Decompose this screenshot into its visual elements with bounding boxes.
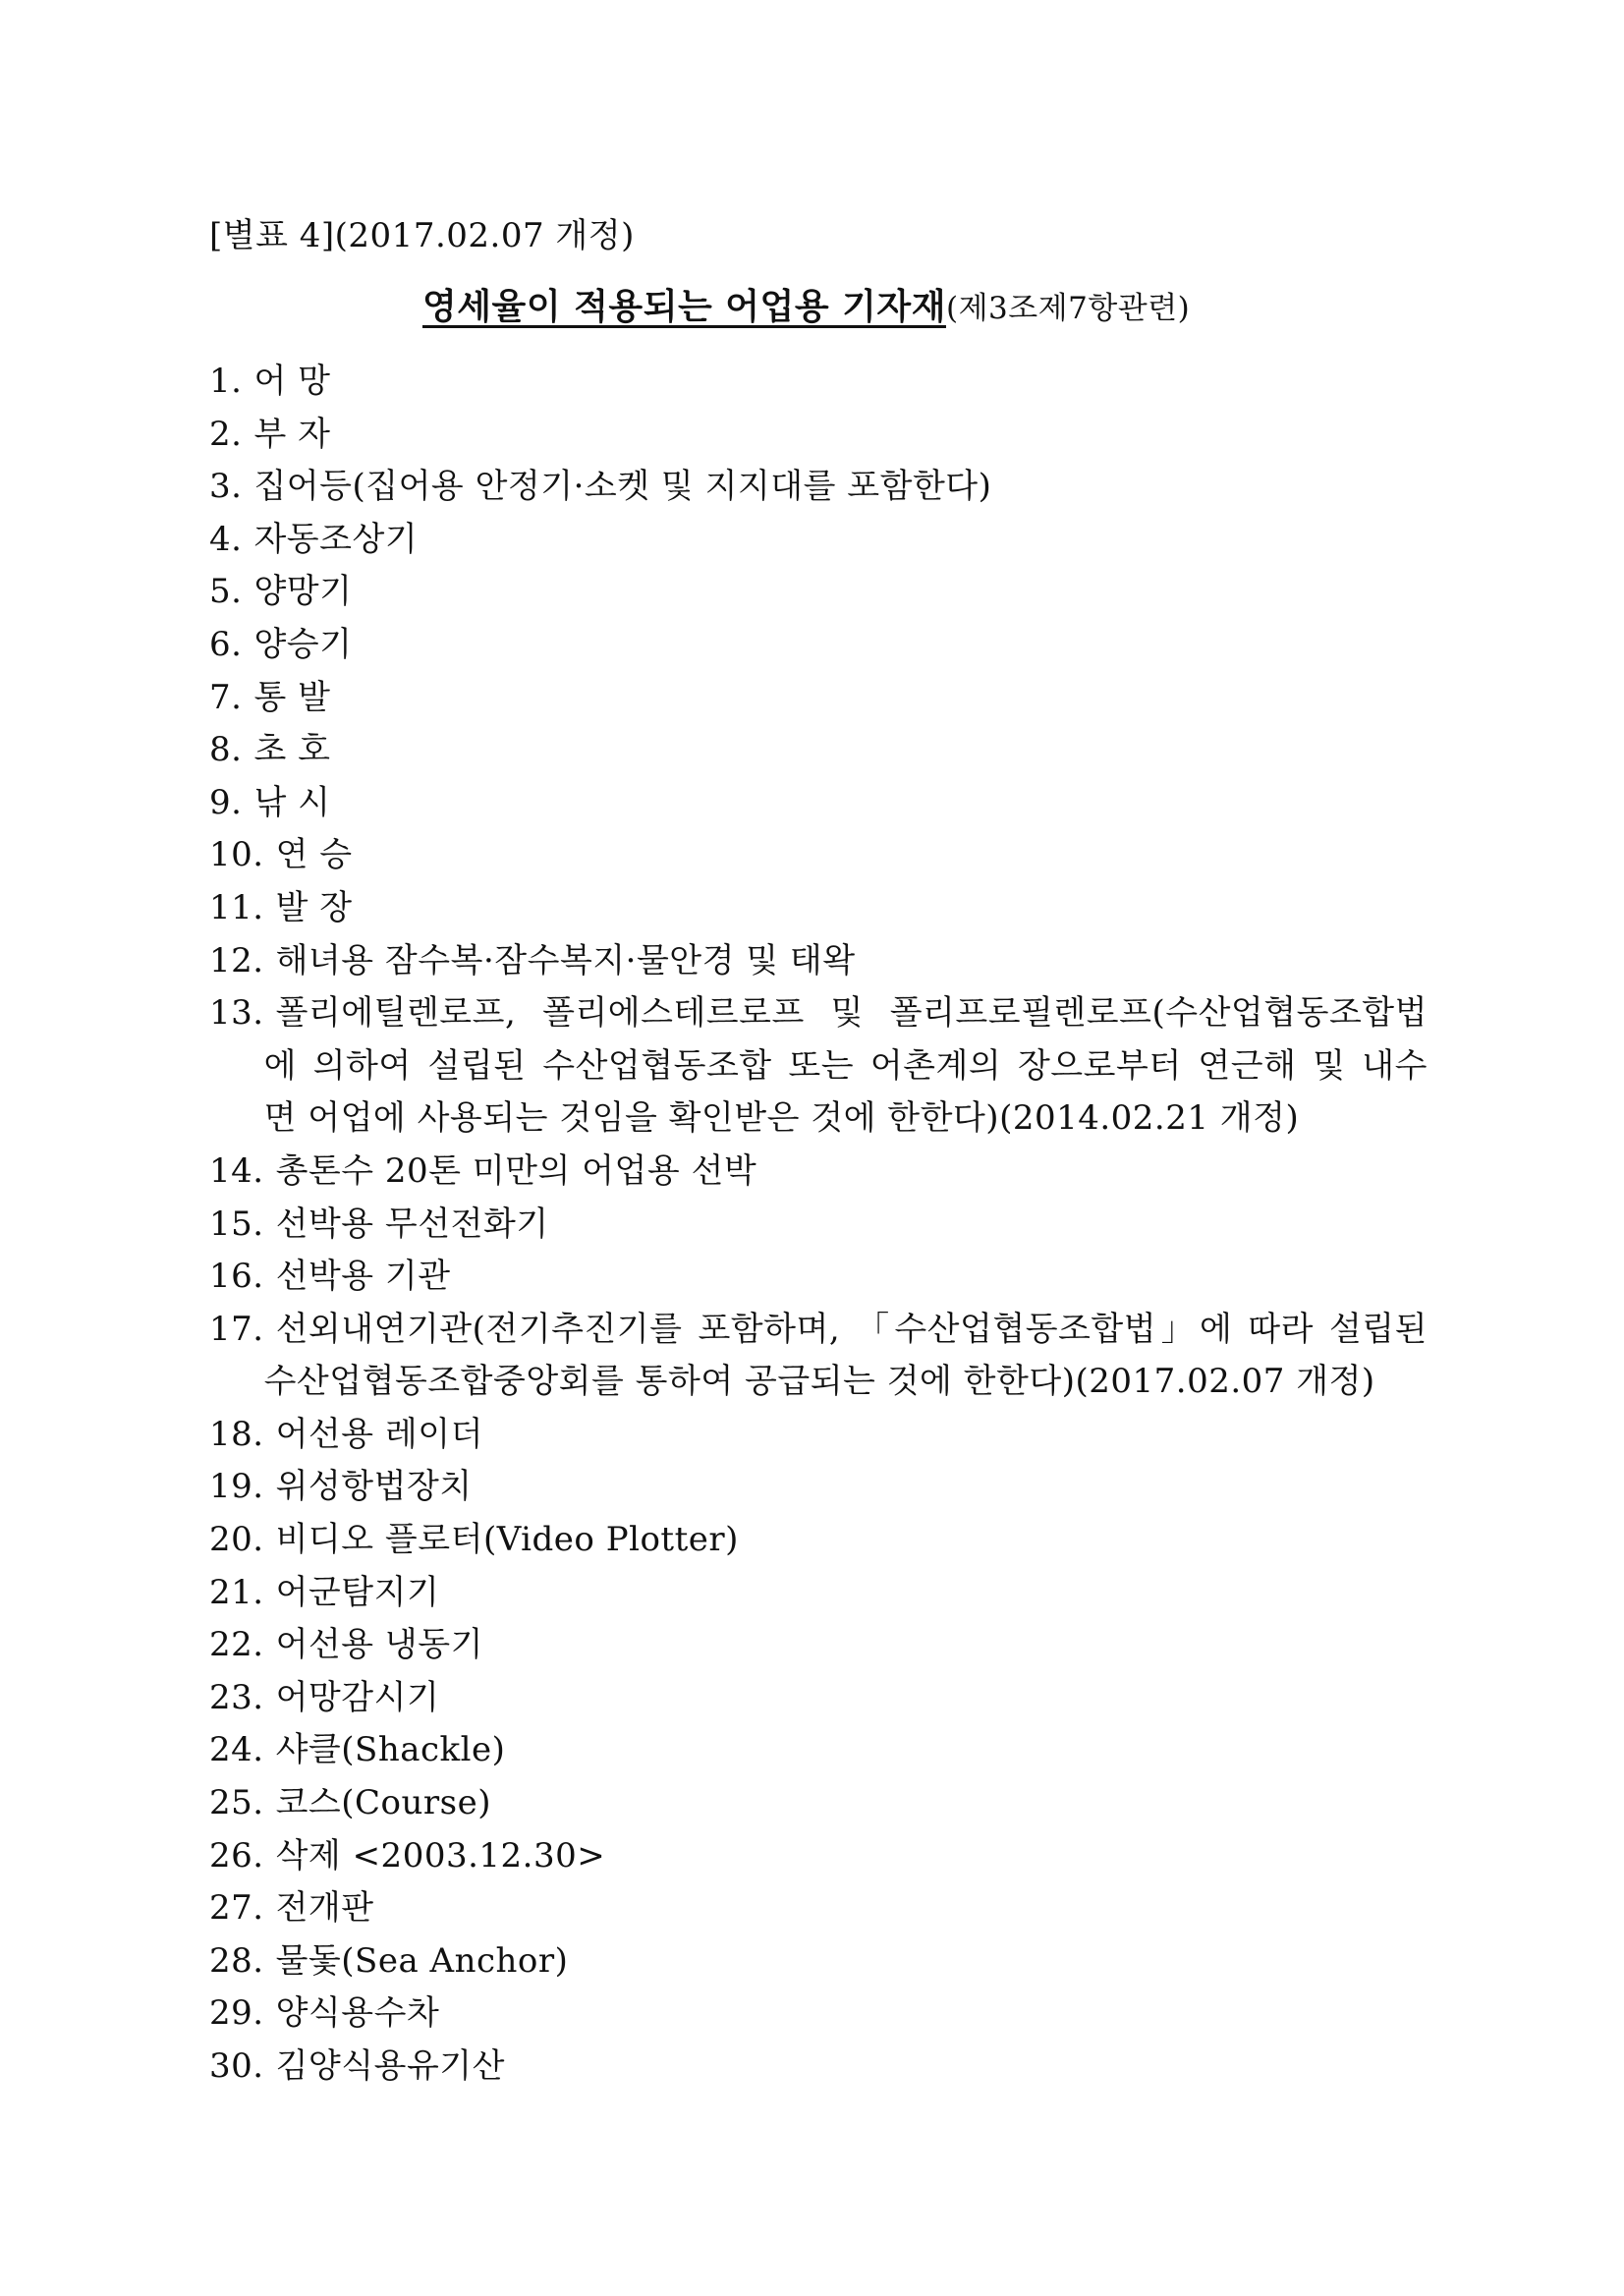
item-text-line: 에 의하여 설립된 수산업협동조합 또는 어촌계의 장으로부터 연근해 및 내수 <box>263 1045 1428 1086</box>
item-text <box>253 514 1428 567</box>
item-number: 4. <box>209 519 243 559</box>
item-number: 10. <box>209 835 264 875</box>
item-text <box>253 777 1428 830</box>
item-number: 16. <box>209 1257 264 1297</box>
item-text-line: 낚 시 <box>253 782 331 822</box>
item-number: 13. <box>209 993 264 1034</box>
item-text-line: 집어등(집어용 안정기·소켓 및 지지대를 포함한다) <box>253 467 992 507</box>
item-text <box>276 1830 1428 1883</box>
item-text <box>263 1304 1428 1409</box>
list-item <box>209 514 1428 567</box>
item-number: 5. <box>209 572 243 612</box>
item-text-line: 양망기 <box>253 572 353 612</box>
list-item <box>209 1777 1428 1830</box>
list-item <box>209 409 1428 462</box>
item-text-line: 선외내연기관(전기추진기를 포함하며, 「수산업협동조합법」에 따라 설립된 <box>275 1309 1428 1349</box>
title-sub: (제3조제7항관련) <box>945 291 1191 326</box>
item-text-line: 코스(Course) <box>275 1783 491 1823</box>
item-text <box>276 1251 1428 1304</box>
item-number: 18. <box>209 1414 264 1454</box>
list-item <box>209 1251 1428 1304</box>
item-number: 14. <box>209 1150 264 1191</box>
item-text <box>276 1567 1428 1620</box>
item-text <box>276 935 1428 988</box>
item-number: 1. <box>209 362 243 401</box>
item-text-line: 수산업협동조합중앙회를 통하여 공급되는 것에 한한다)(2017.02.07 개정) <box>263 1362 1375 1402</box>
list-item <box>209 724 1428 777</box>
item-number: 12. <box>209 940 264 980</box>
item-number: 2. <box>209 414 243 454</box>
item-text <box>276 1146 1428 1199</box>
item-number: 27. <box>209 1888 264 1929</box>
item-number: 15. <box>209 1204 264 1244</box>
list-item <box>209 356 1428 409</box>
list-item <box>209 1304 1428 1409</box>
item-text <box>263 987 1428 1146</box>
item-text <box>253 566 1428 619</box>
item-text <box>253 724 1428 777</box>
item-text-line: 선박용 무선전화기 <box>275 1204 549 1244</box>
item-text <box>276 882 1428 935</box>
item-number: 29. <box>209 1993 264 2034</box>
item-text <box>276 1777 1428 1830</box>
item-text-line: 물돛(Sea Anchor) <box>275 1940 569 1981</box>
list-item <box>209 777 1428 830</box>
item-text-line: 총톤수 20톤 미만의 어업용 선박 <box>275 1150 757 1191</box>
list-item <box>209 1567 1428 1620</box>
list-item <box>209 1935 1428 1988</box>
list-item <box>209 987 1428 1146</box>
item-number: 25. <box>209 1783 264 1823</box>
list-item <box>209 1724 1428 1777</box>
item-text <box>276 1672 1428 1725</box>
item-number: 26. <box>209 1835 264 1876</box>
equipment-list <box>209 356 1428 2094</box>
item-text-line: 발 장 <box>275 887 353 927</box>
list-item <box>209 1146 1428 1199</box>
item-text-line: 면 어업에 사용되는 것임을 확인받은 것에 한한다)(2014.02.21 개정) <box>263 1098 1300 1139</box>
item-text <box>253 356 1428 409</box>
item-number: 28. <box>209 1940 264 1981</box>
item-number: 11. <box>209 887 264 927</box>
list-item <box>209 882 1428 935</box>
item-text <box>276 1882 1428 1935</box>
item-text <box>276 1461 1428 1514</box>
item-text <box>276 829 1428 882</box>
item-number: 30. <box>209 2046 264 2086</box>
item-text-line: 어 망 <box>253 362 331 401</box>
item-text <box>253 409 1428 462</box>
list-item <box>209 1882 1428 1935</box>
item-text <box>276 1514 1428 1567</box>
item-text <box>276 1724 1428 1777</box>
list-item <box>209 1830 1428 1883</box>
item-text-line: 위성항법장치 <box>275 1467 473 1507</box>
item-text-line: 어군탐지기 <box>275 1572 440 1612</box>
list-item <box>209 2041 1428 2094</box>
item-number: 19. <box>209 1467 264 1507</box>
item-text-line: 어선용 냉동기 <box>275 1625 483 1665</box>
item-text-line: 김양식용유기산 <box>275 2046 505 2086</box>
item-text-line: 샤클(Shackle) <box>275 1730 506 1770</box>
list-item <box>209 1619 1428 1672</box>
item-text-line: 삭제 <2003.12.30> <box>275 1835 606 1876</box>
item-text <box>276 1619 1428 1672</box>
item-number: 22. <box>209 1625 264 1665</box>
item-text <box>276 1935 1428 1988</box>
list-item <box>209 1199 1428 1252</box>
item-number: 3. <box>209 467 243 507</box>
list-item <box>209 1409 1428 1462</box>
list-item <box>209 566 1428 619</box>
item-number: 21. <box>209 1572 264 1612</box>
item-number: 17. <box>209 1309 264 1349</box>
list-item <box>209 672 1428 725</box>
title-main: 영세율이 적용되는 어업용 기자재 <box>422 287 946 327</box>
list-item <box>209 461 1428 514</box>
item-text <box>276 1409 1428 1462</box>
item-text-line: 초 호 <box>253 730 331 770</box>
item-text-line: 자동조상기 <box>253 519 419 559</box>
list-item <box>209 1988 1428 2041</box>
list-item <box>209 935 1428 988</box>
list-item <box>209 1514 1428 1567</box>
item-text-line: 비디오 플로터(Video Plotter) <box>275 1520 739 1560</box>
item-text-line: 부 자 <box>253 414 331 454</box>
item-text <box>253 461 1428 514</box>
document-title <box>422 285 1190 336</box>
item-number: 7. <box>209 677 243 717</box>
item-text-line: 선박용 기관 <box>275 1257 451 1297</box>
item-text-line: 해녀용 잠수복·잠수복지·물안경 및 태왁 <box>275 940 856 980</box>
list-item <box>209 1461 1428 1514</box>
item-text <box>253 619 1428 672</box>
item-text <box>276 1988 1428 2041</box>
item-text-line: 폴리에틸렌로프, 폴리에스테르로프 및 폴리프로필렌로프(수산업협동조합법 <box>275 993 1428 1034</box>
item-text-line: 연 승 <box>275 835 353 875</box>
list-item <box>209 1672 1428 1725</box>
item-number: 20. <box>209 1520 264 1560</box>
annex-header: [별표 4](2017.02.07 개정) <box>209 216 635 255</box>
item-number: 23. <box>209 1677 264 1717</box>
item-number: 8. <box>209 730 243 770</box>
item-number: 24. <box>209 1730 264 1770</box>
item-number: 6. <box>209 624 243 664</box>
item-text-line: 양승기 <box>253 624 353 664</box>
item-text <box>253 672 1428 725</box>
item-text-line: 양식용수차 <box>275 1993 440 2034</box>
item-text-line: 전개판 <box>275 1888 374 1929</box>
list-item <box>209 619 1428 672</box>
item-number: 9. <box>209 782 243 822</box>
item-text <box>276 1199 1428 1252</box>
item-text-line: 어선용 레이더 <box>275 1414 483 1454</box>
list-item <box>209 829 1428 882</box>
item-text-line: 통 발 <box>253 677 331 717</box>
item-text-line: 어망감시기 <box>275 1677 440 1717</box>
item-text <box>276 2041 1428 2094</box>
